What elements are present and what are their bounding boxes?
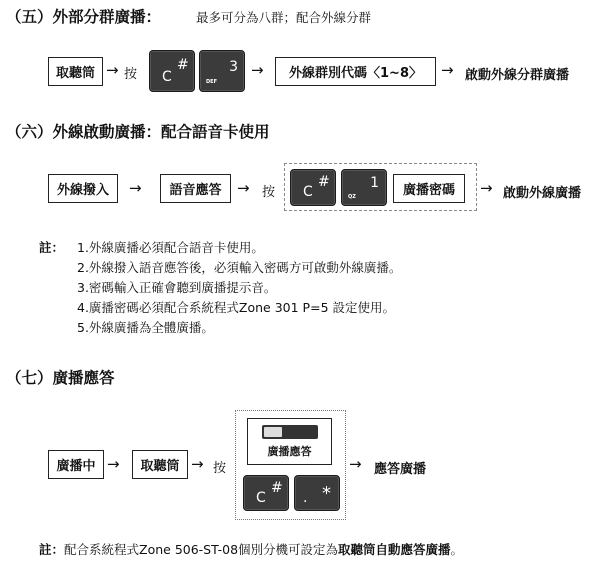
key-c-label: C — [303, 184, 313, 200]
key-star-label: * — [322, 483, 331, 504]
key-hash-symbol: # — [318, 174, 330, 190]
note-item: 3.密碼輸入正確會聽到廣播提示音。 — [77, 280, 277, 295]
panel-label: 廣播應答 — [267, 445, 312, 458]
section-6-title: （六）外線啟動廣播：配合語音卡使用 — [6, 123, 270, 141]
toggle-knob — [264, 427, 282, 437]
section-5-title: （五）外部分群廣播： — [6, 8, 162, 26]
toggle-switch[interactable] — [262, 425, 318, 439]
bottom-note — [39, 540, 463, 558]
hash-key[interactable] — [290, 169, 336, 206]
key-qz-label: QZ — [348, 194, 356, 200]
external-call-box: 外線撥入 — [48, 174, 118, 203]
arrow-icon: → — [106, 61, 119, 79]
voice-answer-box: 語音應答 — [160, 174, 231, 203]
note-item: 5.外線廣播為全體廣播。 — [77, 320, 214, 335]
press-label: 按 — [262, 185, 276, 200]
broadcast-password-box: 廣播密碼 — [393, 174, 465, 203]
note-text: 配合系統程式Zone 506-ST-08個別分機可設定為 — [64, 542, 339, 557]
press-label: 按 — [124, 67, 138, 82]
arrow-icon: → — [129, 179, 142, 197]
note-item: 2.外線撥入語音應答後，必須輸入密碼方可啟動外線廣播。 — [77, 260, 402, 275]
note-item: 1.外線廣播必須配合語音卡使用。 — [77, 240, 264, 255]
key-c-label: C — [162, 69, 172, 85]
result-text: 應答廣播 — [374, 462, 427, 477]
arrow-icon: → — [237, 179, 250, 197]
key-dot-label: . — [303, 490, 308, 506]
section-7-title: （七）廣播應答 — [6, 369, 115, 387]
note-item: 4.廣播密碼必須配合系統程式Zone 301 P=5 設定使用。 — [77, 300, 395, 315]
key-1-label: 1 — [370, 175, 379, 191]
arrow-icon: → — [251, 61, 264, 79]
hash-key[interactable] — [149, 50, 195, 92]
press-label: 按 — [213, 461, 227, 476]
key-3[interactable] — [199, 50, 245, 92]
broadcasting-box: 廣播中 — [48, 450, 104, 479]
arrow-icon: → — [107, 455, 120, 473]
note-bold-text: 取聽筒自動應答廣播 — [338, 542, 451, 557]
arrow-icon: → — [191, 455, 204, 473]
key-hash-symbol: # — [271, 480, 283, 496]
arrow-icon: → — [480, 179, 493, 197]
hash-key[interactable] — [243, 475, 289, 511]
key-hash-symbol: # — [177, 57, 189, 73]
arrow-icon: → — [441, 61, 454, 79]
key-def-label: DEF — [206, 79, 217, 85]
section-5-subtitle: 最多可分為八群；配合外線分群 — [196, 10, 372, 25]
arrow-icon: → — [349, 455, 362, 473]
result-text: 啟動外線廣播 — [503, 186, 582, 201]
key-c-label: C — [256, 490, 266, 506]
pickup-handset-box: 取聽筒 — [48, 57, 103, 86]
star-key[interactable] — [294, 475, 340, 511]
key-1[interactable] — [341, 169, 387, 206]
key-3-label: 3 — [229, 59, 238, 75]
note-end: 。 — [450, 542, 464, 557]
notes-label: 註： — [39, 240, 65, 255]
group-code-box: 外線群別代碼〈1~8〉 — [275, 57, 436, 86]
note-label: 註： — [39, 542, 65, 557]
pickup-handset-box: 取聽筒 — [132, 450, 188, 479]
result-text: 啟動外線分群廣播 — [465, 68, 570, 83]
